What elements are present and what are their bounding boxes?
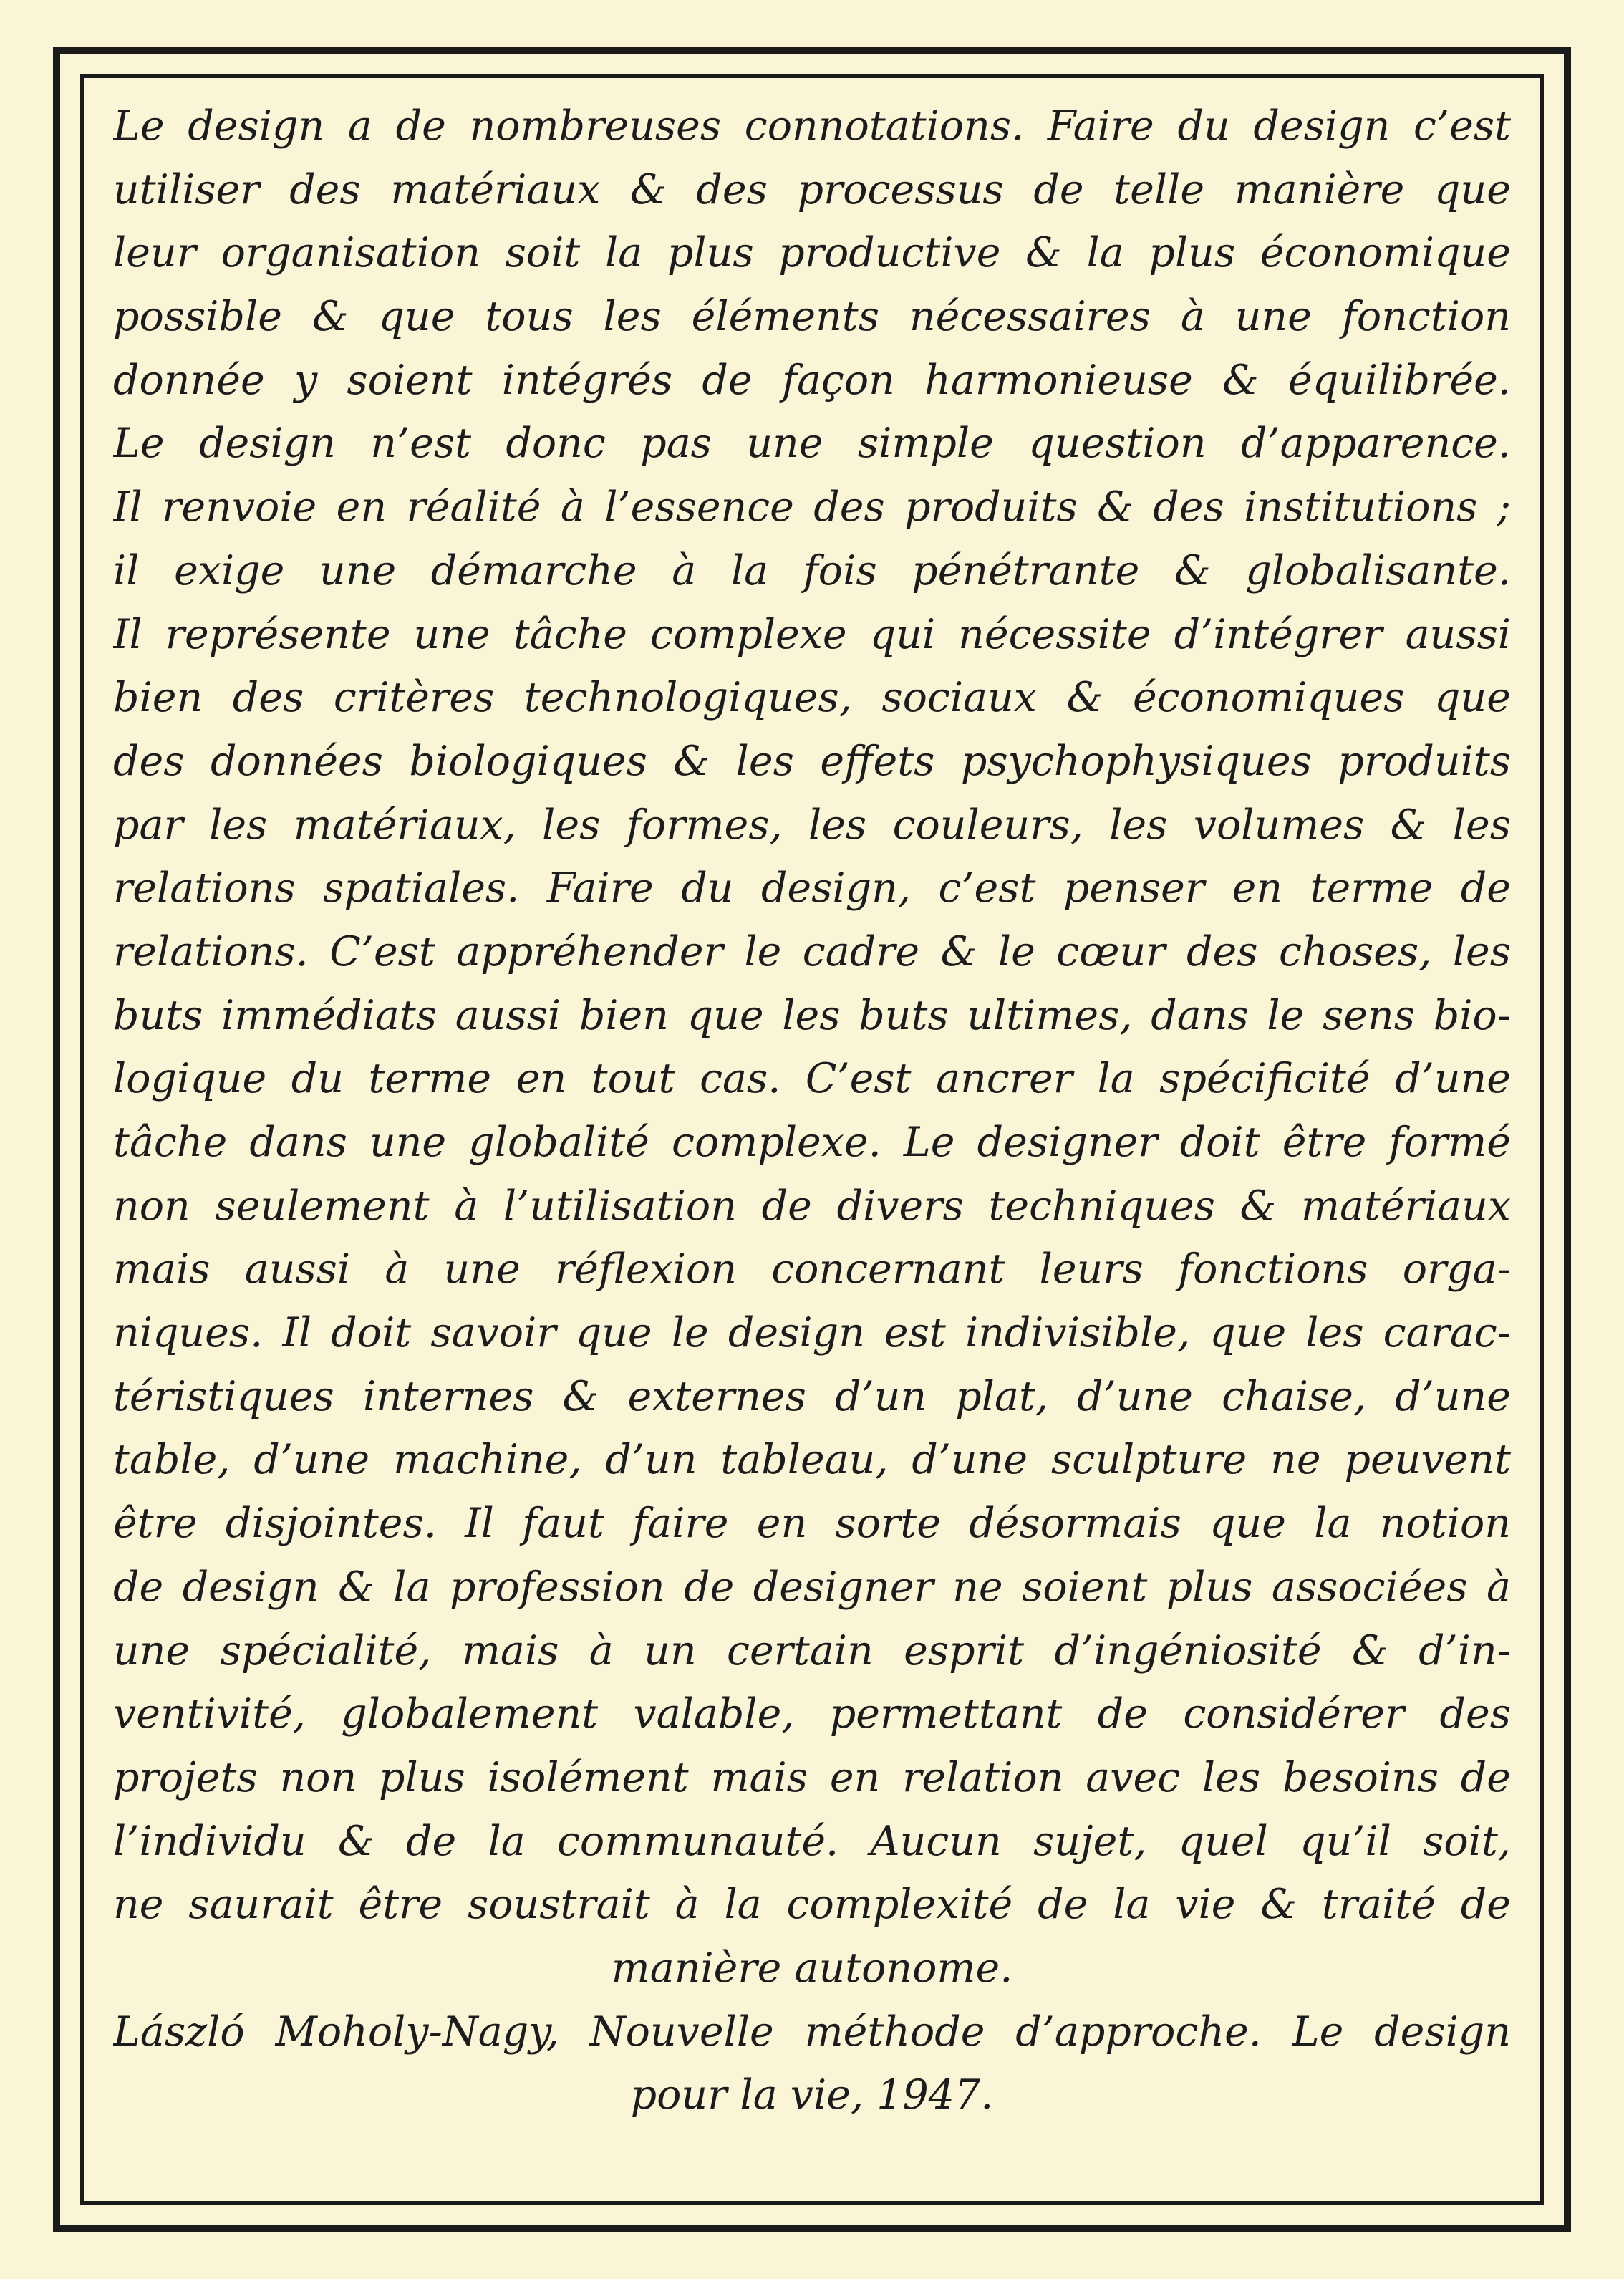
attribution-line-2: pour la vie, 1947. [630, 2071, 994, 2119]
attribution-line-1: László Moholy-Nagy, Nouvelle méthode d’approche. Le design [113, 2008, 1511, 2056]
quote-line: bien des critères technologiques, sociaux & économiques que [113, 674, 1511, 722]
quote-line: non seulement à l’utilisation de divers techniques & matériaux [113, 1182, 1511, 1230]
quote-line: projets non plus isolément mais en relation avec les besoins de [113, 1753, 1511, 1801]
quote-line: une spécialité, mais à un certain esprit d’ingéniosité & d’in- [113, 1627, 1511, 1675]
quote-line: table, d’une machine, d’un tableau, d’une sculpture ne peuvent [113, 1436, 1511, 1484]
quote-line: logique du terme en tout cas. C’est ancrer la spécificité d’une [113, 1055, 1511, 1103]
quote-line: Le design a de nombreuses connotations. Faire du design c’est [113, 102, 1511, 150]
quote-line: il exige une démarche à la fois pénétrante & globalisante. [113, 546, 1511, 594]
quote-line: ventivité, globalement valable, permettant de considérer des [113, 1690, 1511, 1738]
quote-line: relations spatiales. Faire du design, c’est penser en terme de [113, 864, 1511, 912]
quote-line: utiliser des matériaux & des processus de telle manière que [113, 165, 1511, 213]
quote-line: des données biologiques & les effets psychophysiques produits [113, 737, 1511, 785]
quote-line: Le design n’est donc pas une simple question d’apparence. [113, 420, 1511, 468]
quote-line: niques. Il doit savoir que le design est indivisible, que les carac- [113, 1309, 1511, 1357]
quote-line: buts immédiats aussi bien que les buts ultimes, dans le sens bio- [113, 991, 1511, 1039]
quote-line: mais aussi à une réflexion concernant leurs fonctions orga- [113, 1246, 1511, 1293]
quote-line: l’individu & de la communauté. Aucun sujet, quel qu’il soit, [113, 1817, 1511, 1865]
quote-line: téristiques internes & externes d’un plat, d’une chaise, d’une [113, 1372, 1511, 1420]
quote-line: de design & la profession de designer ne soient plus associées à [113, 1563, 1511, 1611]
quote-line: Il renvoie en réalité à l’essence des produits & des institutions ; [113, 483, 1511, 531]
quote-line: être disjointes. Il faut faire en sorte désormais que la notion [113, 1500, 1511, 1548]
quote-last-line: manière autonome. [611, 1944, 1013, 1992]
quote-line: par les matériaux, les formes, les couleurs, les volumes & les [113, 801, 1511, 849]
quote-line: possible & que tous les éléments nécessaires à une fonction [113, 293, 1511, 341]
quote-body [113, 95, 1511, 2127]
quote-line: donnée y soient intégrés de façon harmonieuse & équilibrée. [113, 356, 1511, 404]
quote-line: relations. C’est appréhender le cadre & le cœur des choses, les [113, 928, 1511, 975]
quote-line: ne saurait être soustrait à la complexité de la vie & traité de [113, 1881, 1511, 1929]
quote-line: Il représente une tâche complexe qui nécessite d’intégrer aussi [113, 610, 1511, 658]
quote-line: tâche dans une globalité complexe. Le designer doit être formé [113, 1119, 1511, 1166]
quote-line: leur organisation soit la plus productive & la plus économique [113, 229, 1511, 277]
